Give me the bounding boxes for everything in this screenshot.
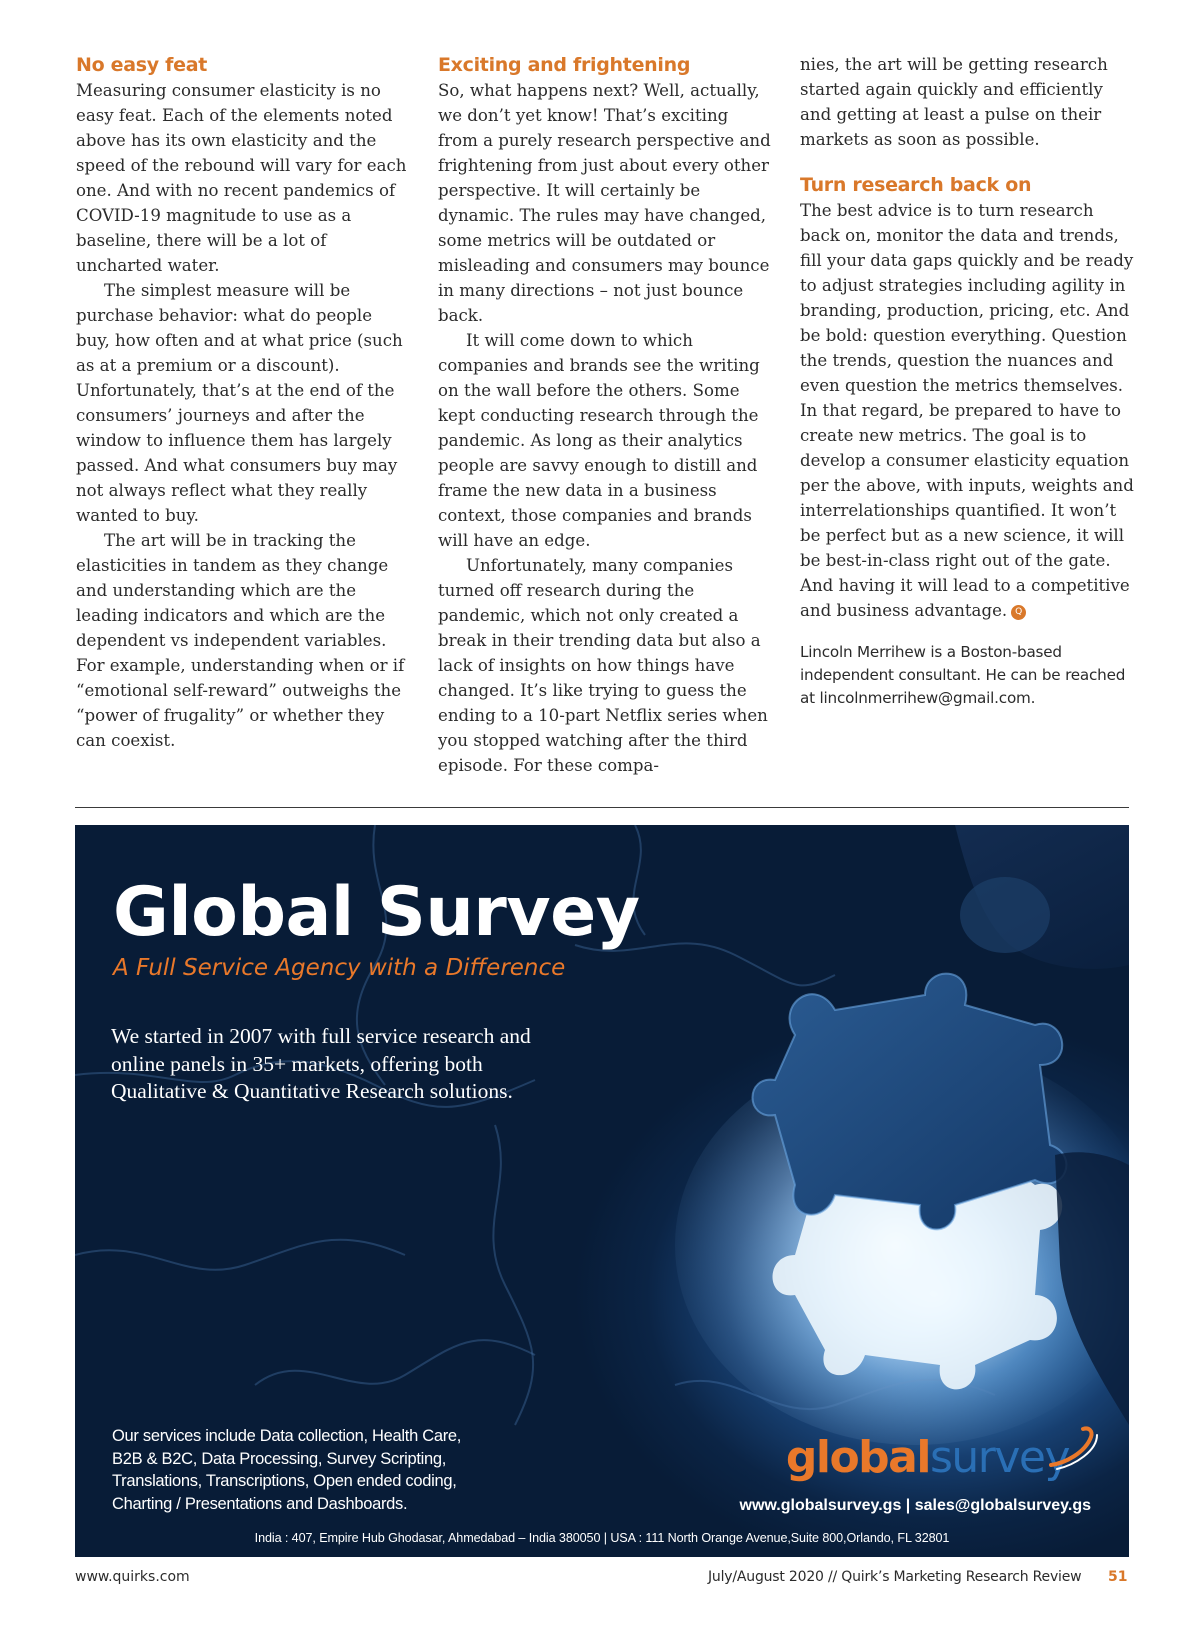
section-heading: Exciting and frightening (438, 54, 691, 76)
logo-swoosh-icon (1045, 1425, 1101, 1471)
end-of-article-icon: Q (1011, 605, 1026, 620)
article-column-2 (438, 52, 773, 778)
paragraph: The art will be in tracking the elasticities in tandem as they change and understanding which are the leading indicators and which are the dependent vs independent variables. For example, understanding when or if “emotional self-reward” outweighs the “power of frugality” or whether they can coexist. (76, 531, 405, 750)
advertisement (75, 825, 1129, 1557)
section-heading: Turn research back on (800, 174, 1032, 196)
logo-text-global: global (785, 1432, 930, 1483)
ad-address: India : 407, Empire Hub Ghodasar, Ahmedabad – India 380050 | USA : 111 North Orange Avenue,Suite 800,Orlando, FL 32801 (254, 1531, 950, 1545)
page-number: 51 (1108, 1569, 1128, 1585)
logo-text-survey: survey (929, 1432, 1069, 1483)
article-column-3 (800, 52, 1135, 710)
paragraph: Measuring consumer elasticity is no easy feat. Each of the elements noted above has its own elasticity and the speed of the rebound will vary for each one. And with no recent pandemics of COVID-19 magnitude to use as a baseline, there will be a lot of uncharted water. (76, 81, 407, 275)
divider-rule (75, 807, 1129, 808)
section-heading: No easy feat (76, 54, 208, 76)
footer-issue: July/August 2020 // Quirk’s Marketing Research Review (708, 1569, 1082, 1585)
paragraph: The simplest measure will be purchase behavior: what do people buy, how often and at what price (such as at a premium or a discount). Unfortunately, that’s at the end of the consumers’ journeys and after the window to influence them has largely passed. And what consumers buy may not always reflect what they really wanted to buy. (76, 281, 403, 525)
final-paragraph (800, 198, 1135, 623)
paragraph-text: The best advice is to turn research back on, monitor the data and trends, fill your data gaps quickly and be ready to adjust strategies including agility in branding, production, pricing, etc. And be bold: question everything. Question the trends, question the nuances and even question the metrics themselves. In that regard, be prepared to have to create new metrics. The goal is to develop a consumer elasticity equation per the above, with inputs, weights and interrelationships quantified. It won’t be perfect but as a new science, it will be best-in-class right out of the gate. And having it will lead to a competitive and business advantage. (800, 201, 1134, 620)
ad-intro-text: We started in 2007 with full service research and online panels in 35+ markets, offering both Qualitative & Quantitative Research solutions. (111, 1024, 531, 1103)
paragraph: It will come down to which companies and brands see the writing on the wall before the others. Some kept conducting research through the pandemic. As long as their analytics people are savvy enough to distill and frame the new data in a business context, those companies and brands will have an edge. (438, 331, 760, 550)
paragraph: So, what happens next? Well, actually, we don’t yet know! That’s exciting from a purely research perspective and frightening from just about every other perspective. It will certainly be dynamic. The rules may have changed, some metrics will be outdated or misleading and consumers may bounce in many directions – not just bounce back. (438, 81, 771, 325)
paragraph: Unfortunately, many companies turned off research during the pandemic, which not only created a break in their trending data but also a lack of insights on how things have changed. It’s like trying to guess the ending to a 10-part Netflix series when you stopped watching after the third episode. For these compa- (438, 556, 768, 775)
article-column-1 (76, 52, 411, 753)
paragraph-continuation: nies, the art will be getting research started again quickly and efficiently and getting at least a pulse on their markets as soon as possible. (800, 55, 1108, 149)
ad-contact-link[interactable]: www.globalsurvey.gs | sales@globalsurvey.gs (739, 1497, 1091, 1514)
author-bio: Lincoln Merrihew is a Boston-based independent consultant. He can be reached at lincolnmerrihew@gmail.com. (800, 643, 1126, 707)
ad-title: Global Survey (113, 873, 640, 952)
footer-url[interactable]: www.quirks.com (75, 1569, 190, 1585)
ad-services-text: Our services include Data collection, Health Care, B2B & B2C, Data Processing, Survey Scripting, Translations, Transcriptions, Open ended coding, Charting / Presentations and Dashboards. (112, 1427, 462, 1513)
ad-tagline: A Full Service Agency with a Difference (113, 955, 566, 981)
globalsurvey-logo (786, 1433, 1069, 1483)
